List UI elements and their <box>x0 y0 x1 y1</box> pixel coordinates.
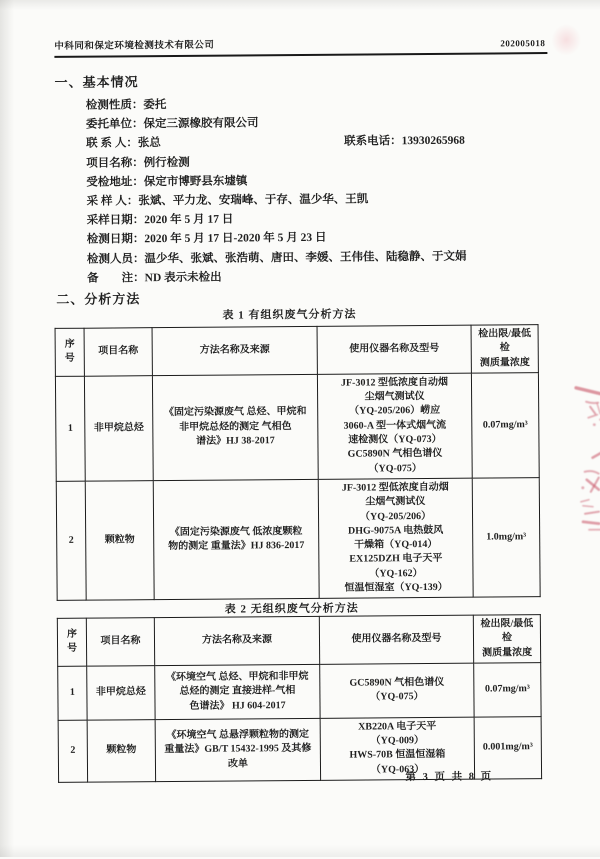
section-title-analysis-methods: 二、分析方法 <box>56 291 141 307</box>
cell-detection-limit: 0.07mg/m³ <box>471 373 539 479</box>
table1-title: 表 1 有组织废气分析方法 <box>222 308 357 322</box>
red-stamp-fragment <box>556 380 600 535</box>
cell-item-name: 非甲烷总烃 <box>87 666 155 721</box>
field-value: 13930265968 <box>401 135 465 148</box>
cell-detection-limit: 0.001mg/m³ <box>474 717 541 780</box>
basic-info-block <box>86 93 579 289</box>
cell-detection-limit: 1.0mg/m³ <box>472 478 540 598</box>
field-label: 采样日期： <box>86 214 145 227</box>
cell-item-name: 颗粒物 <box>85 481 154 601</box>
scan-artifact-smudge <box>551 24 581 56</box>
header-instrument: 使用仪器名称及型号 <box>317 325 471 374</box>
cell-seq-no: 1 <box>58 666 87 720</box>
header-item-name: 项目名称 <box>86 618 154 666</box>
field-value: 张总 <box>137 137 161 150</box>
section-title-basic-info: 一、基本情况 <box>54 74 139 90</box>
cell-instrument: JF-3012 型低浓度自动烟 尘烟气测试仪 （YQ-205/206）崂应 3060-A 型一体式烟气流 速检测仪（YQ-073） GC5890N 气相色谱仪 （YQ-075） <box>317 373 472 479</box>
header-rule <box>54 52 547 58</box>
cell-item-name: 颗粒物 <box>87 720 155 783</box>
table-header-row <box>55 325 538 377</box>
table-row <box>55 373 539 482</box>
field-label: 项目名称： <box>86 156 144 170</box>
cell-seq-no: 2 <box>56 481 86 601</box>
table2-title: 表 2 无组织废气分析方法 <box>224 602 359 616</box>
cell-seq-no: 2 <box>58 720 87 782</box>
field-label: 备 注： <box>87 272 145 285</box>
field-label: 采 样 人： <box>86 195 139 208</box>
table-row <box>56 478 540 601</box>
field-label: 联系电话： <box>344 135 402 149</box>
header-detection-limit: 检出限/最低检 测质量浓度 <box>471 325 538 373</box>
header-method-source: 方法名称及来源 <box>152 326 317 375</box>
info-line-remark <box>87 266 579 289</box>
field-label: 检测人员： <box>86 252 145 266</box>
cell-instrument: XB220A 电子天平 （YQ-009） HWS-70B 恒温恒湿箱 （YQ-063） <box>320 717 474 780</box>
cell-seq-no: 1 <box>55 376 85 481</box>
document-number: 202005018 <box>500 38 546 49</box>
field-label: 检测性质： <box>85 99 144 112</box>
cell-instrument: JF-3012 型低浓度自动烟 尘烟气测试仪 （YQ-205/206） DHG-9075A 电热鼓风 干燥箱（YQ-014） EX125DZH 电子天平 （YQ-162） 恒温恒湿室（YQ-139） <box>318 478 473 599</box>
document-header <box>54 34 545 52</box>
company-name: 中科同和保定环境检测技术有限公司 <box>54 40 215 52</box>
organized-waste-gas-methods-table <box>55 324 541 601</box>
cell-method-source: 《环境空气 总烃、甲烷和非甲烷 总烃的测定 直接进样-气相 色谱法》 HJ 604-2017 <box>155 664 320 719</box>
cell-detection-limit: 0.07mg/m³ <box>474 663 541 718</box>
cell-method-source: 《固定污染源废气 低浓度颗粒 物的测定 重量法》HJ 836-2017 <box>153 479 319 600</box>
unorganized-waste-gas-methods-table <box>57 614 542 783</box>
info-phone <box>344 132 465 152</box>
page-number: 第 3 页 共 8 页 <box>405 771 494 784</box>
header-seq-no: 序 号 <box>57 618 86 666</box>
header-method-source: 方法名称及来源 <box>154 616 319 665</box>
field-label: 联 系 人： <box>86 137 138 151</box>
header-item-name: 项目名称 <box>84 328 152 376</box>
header-instrument: 使用仪器名称及型号 <box>319 615 473 664</box>
cell-instrument: GC5890N 气相色谱仪 （YQ-075） <box>320 663 474 718</box>
field-label: 检测日期： <box>86 233 145 247</box>
field-value: 保定市博野县东墟镇 <box>143 175 248 189</box>
table-header-row <box>57 615 540 667</box>
field-value: ND 表示未检出 <box>144 271 222 285</box>
field-label: 委托单位： <box>85 118 144 131</box>
field-value: 温少华、张斌、张浩萌、唐田、李媛、王伟佳、陆稳静、于文娟 <box>144 250 467 265</box>
cell-method-source: 《环境空气 总悬浮颗粒物的测定 重量法》GB/T 15432-1995 及其修 改单 <box>155 718 320 781</box>
field-value: 张斌、平力龙、安瑞峰、于存、温少华、王凯 <box>138 193 369 208</box>
header-detection-limit: 检出限/最低检 测质量浓度 <box>473 615 540 663</box>
field-value: 2020 年 5 月 17 日-2020 年 5 月 23 日 <box>144 232 327 246</box>
table-row <box>58 663 541 721</box>
field-value: 2020 年 5 月 17 日 <box>144 213 234 227</box>
cell-method-source: 《固定污染源废气 总烃、甲烷和 非甲烷总烃的测定 气相色 谱法》HJ 38-2017 <box>152 374 318 480</box>
field-label: 受检地址： <box>86 176 144 189</box>
field-value: 保定三源橡胶有限公司 <box>143 117 259 131</box>
cell-item-name: 非甲烷总烃 <box>84 376 153 482</box>
header-seq-no: 序 号 <box>55 328 84 376</box>
field-value: 委托 <box>143 99 167 112</box>
field-value: 例行检测 <box>143 156 190 169</box>
